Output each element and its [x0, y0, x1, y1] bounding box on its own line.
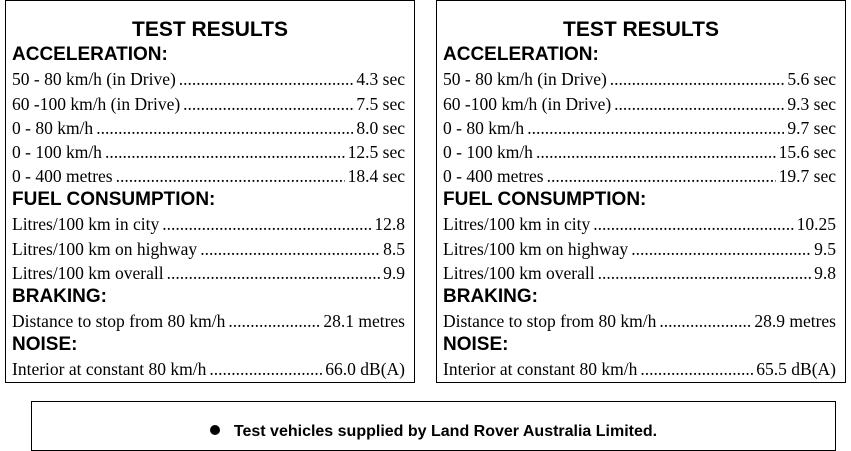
fuel-row: [12, 213, 405, 235]
footer-note: [32, 422, 835, 442]
row-value: 9.3 sec: [787, 94, 836, 114]
acceleration-row: [12, 68, 405, 90]
acceleration-row: [443, 93, 836, 115]
leader-dots: [614, 93, 784, 115]
row-label: 0 - 100 km/h: [12, 142, 102, 162]
noise-heading: NOISE:: [12, 334, 78, 355]
row-label: 0 - 80 km/h: [12, 118, 94, 138]
leader-dots: [631, 238, 811, 260]
row-label: Interior at constant 80 km/h: [12, 359, 207, 379]
panel-title: TEST RESULTS: [563, 18, 719, 41]
footer-note-box: [31, 401, 836, 451]
row-label: Litres/100 km on highway: [443, 239, 629, 259]
row-value: 15.6 sec: [778, 142, 836, 162]
footer-text: Test vehicles supplied by Land Rover Australia Limited.: [233, 423, 658, 440]
leader-dots: [228, 310, 320, 332]
row-value: 65.5 dB(A): [756, 359, 836, 379]
acceleration-row: [443, 165, 836, 187]
row-label: Interior at constant 80 km/h: [443, 359, 638, 379]
row-value: 12.8: [374, 214, 405, 234]
row-value: 28.1 metres: [323, 311, 405, 331]
fuel-row: [12, 262, 405, 284]
leader-dots: [96, 117, 353, 139]
row-value: 8.5: [383, 239, 405, 259]
row-value: 18.4 sec: [347, 166, 405, 186]
test-results-panel-right: [436, 0, 846, 383]
leader-dots: [167, 262, 380, 284]
leader-dots: [183, 93, 353, 115]
acceleration-heading: ACCELERATION:: [443, 44, 599, 65]
row-label: 60 -100 km/h (in Drive): [443, 94, 612, 114]
leader-dots: [209, 358, 322, 380]
leader-dots: [547, 165, 776, 187]
row-value: 9.9: [383, 263, 405, 283]
row-label: Distance to stop from 80 km/h: [12, 311, 226, 331]
braking-row: [443, 310, 836, 332]
row-label: 0 - 80 km/h: [443, 118, 525, 138]
acceleration-row: [12, 117, 405, 139]
acceleration-row: [443, 141, 836, 163]
acceleration-row: [443, 117, 836, 139]
fuel-row: [443, 213, 836, 235]
acceleration-heading: ACCELERATION:: [12, 44, 168, 65]
row-value: 4.3 sec: [356, 69, 405, 89]
fuel-row: [443, 262, 836, 284]
leader-dots: [593, 213, 793, 235]
row-label: 50 - 80 km/h (in Drive): [12, 69, 176, 89]
row-label: Litres/100 km on highway: [12, 239, 198, 259]
row-value: 8.0 sec: [356, 118, 405, 138]
row-label: 0 - 100 km/h: [443, 142, 533, 162]
row-value: 66.0 dB(A): [325, 359, 405, 379]
fuel-row: [443, 238, 836, 260]
leader-dots: [610, 68, 785, 90]
fuel-consumption-heading: FUEL CONSUMPTION:: [443, 189, 647, 210]
row-value: 12.5 sec: [347, 142, 405, 162]
leader-dots: [659, 310, 751, 332]
row-label: Litres/100 km in city: [12, 214, 160, 234]
leader-dots: [200, 238, 380, 260]
row-value: 7.5 sec: [356, 94, 405, 114]
panel-title: TEST RESULTS: [132, 18, 288, 41]
row-label: 0 - 400 metres: [443, 166, 544, 186]
acceleration-row: [12, 93, 405, 115]
row-label: 60 -100 km/h (in Drive): [12, 94, 181, 114]
leader-dots: [598, 262, 811, 284]
test-results-panel-left: [5, 0, 415, 383]
leader-dots: [105, 141, 345, 163]
row-label: 0 - 400 metres: [12, 166, 113, 186]
leader-dots: [179, 68, 354, 90]
leader-dots: [527, 117, 784, 139]
row-value: 5.6 sec: [787, 69, 836, 89]
fuel-consumption-heading: FUEL CONSUMPTION:: [12, 189, 216, 210]
row-value: 9.7 sec: [787, 118, 836, 138]
leader-dots: [162, 213, 371, 235]
bullet-icon: [210, 425, 220, 435]
braking-heading: BRAKING:: [443, 286, 538, 307]
row-label: Litres/100 km in city: [443, 214, 591, 234]
row-value: 19.7 sec: [778, 166, 836, 186]
noise-row: [12, 358, 405, 380]
braking-row: [12, 310, 405, 332]
noise-heading: NOISE:: [443, 334, 509, 355]
row-label: 50 - 80 km/h (in Drive): [443, 69, 607, 89]
acceleration-row: [443, 68, 836, 90]
fuel-row: [12, 238, 405, 260]
row-label: Litres/100 km overall: [443, 263, 595, 283]
acceleration-row: [12, 165, 405, 187]
noise-row: [443, 358, 836, 380]
leader-dots: [536, 141, 776, 163]
row-label: Distance to stop from 80 km/h: [443, 311, 657, 331]
row-label: Litres/100 km overall: [12, 263, 164, 283]
row-value: 9.5: [814, 239, 836, 259]
braking-heading: BRAKING:: [12, 286, 107, 307]
leader-dots: [640, 358, 753, 380]
acceleration-row: [12, 141, 405, 163]
row-value: 10.25: [796, 214, 836, 234]
row-value: 9.8: [814, 263, 836, 283]
leader-dots: [116, 165, 345, 187]
row-value: 28.9 metres: [754, 311, 836, 331]
